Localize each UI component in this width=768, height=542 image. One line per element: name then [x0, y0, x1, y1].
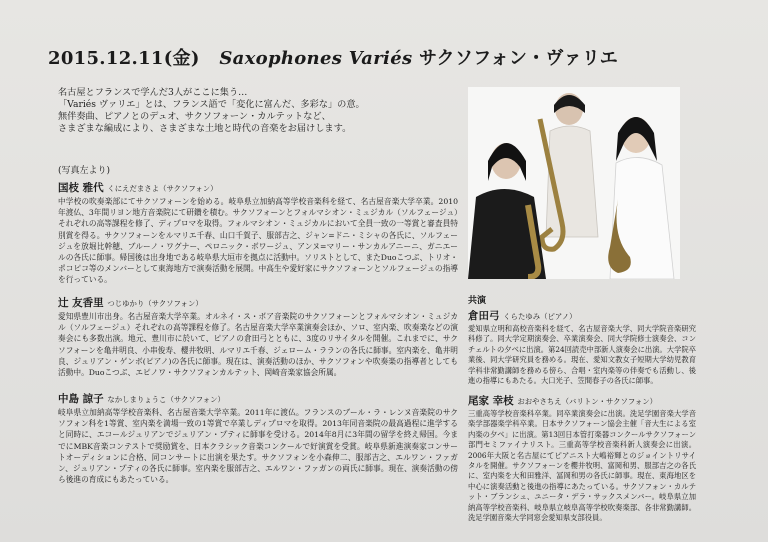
- guest-reading: くらたゆみ（ピアノ）: [503, 312, 577, 321]
- performer-bio-text: 岐阜県立加納高等学校音楽科、名古屋音楽大学卒業。2011年に渡仏。フランスのブール・ラ・レンヌ音楽院のサクソフォン科を1等賞、室内楽を満場一致の1等賞で卒業しディプロマを取得。2013年同音楽院の最高過程に進学すると同時に、エコールジュリアンでジュリアン・プティに師事を受ける。2014年8月に3年間の留学を終え帰国。今までにMBK音楽コンテストで奨励賞を、日本クラシック音楽コンクールで好演賞を受賞。岐阜県新進演奏家コンサートオーディションに合格、同コンサートに出演を果たす。サクソフォンを小森伸二、服部吉之、エルワン・ファガン、ジュリアン・プティの各氏に師事。室内楽を服部吉之、エルワン・ファガンの両氏に師事。現在、演奏活動の傍ら後進の育成にもあたっている。: [58, 408, 458, 485]
- performer-bio: [58, 181, 458, 286]
- guest-name: 尾家 幸枝: [468, 395, 514, 407]
- performer-name: 中島 諒子: [58, 393, 104, 405]
- intro-line: 「Variés ヴァリエ」とは、フランス語で「変化に富んだ、多彩な」の意。: [58, 99, 365, 110]
- performer-bio-text: 中学校の吹奏楽部にてサクソフォーンを始める。岐阜県立加納高等学校音楽科を経て、名古屋音楽大学卒業。2010年渡仏、3年間リヨン地方音楽院にて研鑽を積む。サクソフォーンとフォルマシオン・ミュジカル（ソルフェージュ）それぞれの高等課程を修了、ディプロマを取得。フォルマシオン・ミュジカルにおいて全員一致の一等賞と審査員特別賞を得る。サクソフォーンをルマリエ千春、山口千賀子、服部吉之、ジャン=ドニ・ミシャの各氏に、ソルフェージュを放堀比幹穂、ブルーノ・ワグナー、ペロニック・ボワージュ、アンヌ=マリー・サンカルアニーニ、ガニエールの各氏に師事。帰国後は出身地である岐阜県大垣市を拠点に活動中。ソリストとして、またDuoこつぶ、トリオ・ポコピコ等のメンバーとして東海地方で演奏活動を展開。中高生や愛好家にサクソフォーンとソルフェージュの指導を行っている。: [58, 197, 458, 285]
- performer-name: 辻 友香里: [58, 297, 104, 309]
- performer-name: 国枝 雅代: [58, 182, 104, 194]
- performer-bio-text: 愛知県豊川市出身。名古屋音楽大学卒業。オルネイ・ス・ボア音楽院のサクソフォーンとフォルマシオン・ミュジカル（ソルフェージュ）それぞれの高等課程を修了。名古屋音楽大学卒業演奏会ほか、ソロ、室内楽、吹奏楽などの演奏会にも多数出演。地元、豊川市に於いて、ピアノの倉田弓とともに、3度のリサイタルを開催。これまでに、サクソフォーンを亀井明良、小串俊寿、櫻井牧明、ルマリエ千春、ジェローム・ラランの各氏に師事。室内楽を、亀井明良、ジュリアン・ゲンボ(ピアノ)の各氏に師事。現在は、演奏活動のほか、サクソフォンや吹奏楽の指導者としても活動中。Duoこつぶ、エピノワ・サクソフォンカルテット、岡崎音楽家協会所属。: [58, 312, 458, 378]
- guest-name: 倉田弓: [468, 310, 500, 322]
- performer-bio: [58, 296, 458, 378]
- concert-name-ja: サクソフォン・ヴァリエ: [418, 48, 619, 69]
- intro-line: さまざまな編成により、さまざまな土地と時代の音楽をお届けします。: [58, 123, 352, 134]
- intro-line: 無伴奏曲、ピアノとのデュオ、サクソフォーン・カルテットなど、: [58, 111, 331, 122]
- guest-reading: おおやさちえ（バリトン・サクソフォン）: [517, 397, 658, 406]
- performer-reading: つじゆかり（サクソフォン）: [107, 299, 203, 308]
- concert-title: [48, 44, 618, 70]
- guest-bio-text: 三重高等学校音楽科卒業。同卒業演奏会に出演。洗足学園音楽大学音楽学部器楽学科卒業。日本サクソフォーン協会主催「音大生による室内楽の夕べ」に出演。第13回日本管打楽器コンクールサクソフォーン部門セミファイナリスト。三重高等学校音楽科新人演奏会に出演。2006年大阪と名古屋にてピアニスト大嶋裕輝とのジョイントリサイタルを開催。サクソフォーンを櫻井牧明、富岡和男、服部吉之の各氏に、室内楽を大和田雅洋、冨岡和男の各氏に師事。現在、東海地区を中心に演奏活動と後進の指導にあたっている。サクソフォン・カルテット・ブランシュ、ユニータ・デラ・サックスメンバー。岐阜県立加納高等学校音楽科、岐阜県立岐阜高等学校吹奏楽部、各非常勤講師。洗足学園音楽大学同窓会愛知県支部役員。: [468, 409, 696, 523]
- guest-bio-text: 愛知県立明和高校音楽科を経て、名古屋音楽大学、同大学院音楽研究科修了。同大学定期演奏会、卒業演奏会、同大学院修士演奏会、コンチェルトの夕べに出演。第24回読売中部新人演奏会に出演。大学院卒業後、同大学研究員を務める。現在、愛知文教女子短期大学幼児教育学科非常勤講師を務める傍ら、合唱・室内楽等の伴奏でも活動し、後進の指導にもあたる。大口光子、笠間春子の各氏に師事。: [468, 324, 696, 386]
- guest-bio: [468, 394, 696, 523]
- concert-name-en: Saxophones Variés: [219, 48, 413, 69]
- concert-date: 2015.12.11(金): [48, 48, 200, 69]
- performer-bio: [58, 392, 458, 485]
- group-photo: [468, 87, 680, 279]
- performer-reading: くにえだまさよ（サクソフォン）: [107, 184, 218, 193]
- intro-line: 名古屋とフランスで学んだ3人がここに集う…: [58, 87, 248, 98]
- photo-caption: (写真左より): [58, 166, 111, 176]
- intro-text: [58, 87, 458, 135]
- guest-heading: 共演: [468, 296, 487, 306]
- guest-bio: [468, 309, 696, 386]
- performer-reading: なかしまりょうこ（サクソフォン）: [107, 395, 225, 404]
